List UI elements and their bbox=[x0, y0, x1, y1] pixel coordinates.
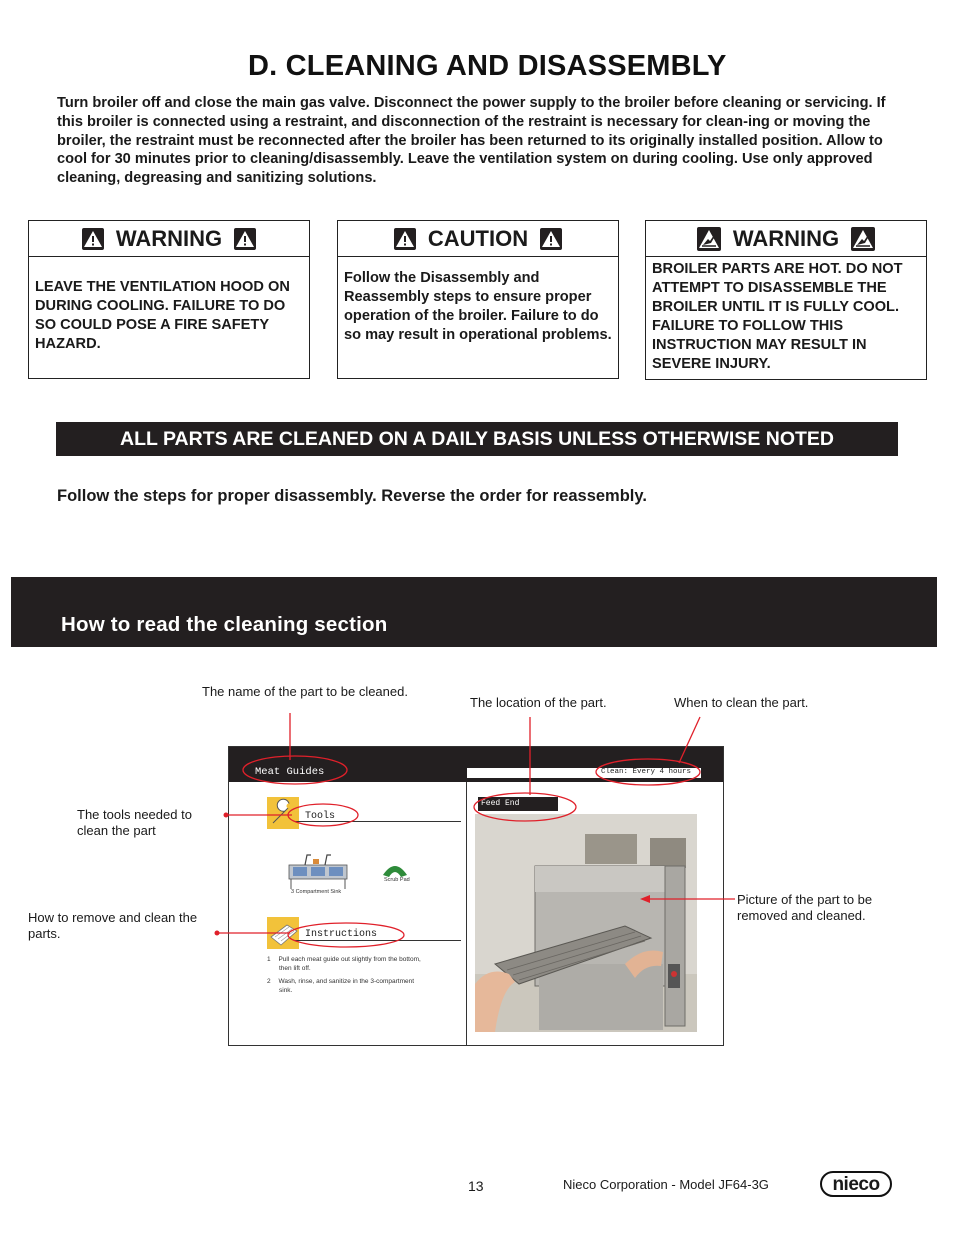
step-number: 2 bbox=[267, 978, 271, 985]
step-text-line1: Pull each meat guide out slightly from the bottom, bbox=[278, 956, 421, 963]
highlight-frequency bbox=[596, 759, 700, 785]
callout-dot-tools bbox=[224, 813, 229, 818]
instructions-label: Instructions bbox=[305, 929, 378, 940]
highlight-tools bbox=[288, 804, 358, 826]
follow-steps-text: Follow the steps for proper disassembly. Reverse the order for reassembly. bbox=[57, 487, 647, 505]
example-part-name: Meat Guides bbox=[255, 766, 325, 778]
callout-arrow-picture bbox=[640, 895, 650, 903]
callout-location: The location of the part. bbox=[470, 695, 607, 710]
nieco-logo-text: nieco bbox=[832, 1173, 880, 1195]
callout-line-when bbox=[679, 717, 700, 763]
callout-tools-line2: clean the part bbox=[77, 823, 156, 838]
step-text-line2: sink. bbox=[279, 987, 293, 994]
nieco-logo bbox=[820, 1171, 892, 1197]
callout-dot-how bbox=[215, 931, 220, 936]
caution-heading: CAUTION bbox=[427, 225, 529, 251]
callout-part-name: The name of the part to be cleaned. bbox=[202, 684, 408, 699]
highlight-part-name bbox=[243, 756, 347, 784]
callout-tools-line1: The tools needed to bbox=[77, 807, 192, 822]
callout-how-line1: How to remove and clean the bbox=[28, 910, 198, 925]
callout-picture-line2: removed and cleaned. bbox=[737, 908, 866, 923]
callout-how-line2: parts. bbox=[28, 926, 61, 941]
highlight-location bbox=[474, 793, 576, 821]
callout-picture-line1: Picture of the part to be bbox=[737, 892, 873, 907]
warning-heading: WARNING bbox=[115, 225, 223, 251]
step-text-line2: then lift off. bbox=[279, 965, 311, 972]
highlight-instructions bbox=[288, 923, 404, 947]
intro-paragraph: Turn broiler off and close the main gas valve. Disconnect the power supply to the broiler before cleaning or servicing. If this broiler is connected using a restraint, and disconnection of the restraint is necessary for clean-ing or moving the broiler, the restraint must be reconnected after the broiler has been returned to its originally installed position. Allow to cool for 30 minutes prior to cleaning/disassembly. Leave the ventilation system on during cooling. Use only approved cleaning, degreasing and sanitizing solutions. bbox=[57, 95, 886, 187]
warning-body: LEAVE THE VENTILATION HOOD ON DURING COOLING. FAILURE TO DO SO COULD POSE A FIRE SAFETY HAZARD. bbox=[35, 279, 290, 352]
step-number: 1 bbox=[267, 956, 271, 963]
daily-cleaning-banner: ALL PARTS ARE CLEANED ON A DAILY BASIS UNLESS OTHERWISE NOTED bbox=[56, 422, 898, 456]
location-text: Feed End bbox=[481, 799, 520, 808]
step-text-line1: Wash, rinse, and sanitize in the 3-compartment bbox=[278, 978, 415, 985]
page-title: D. CLEANING AND DISASSEMBLY bbox=[248, 50, 727, 82]
warning-body: BROILER PARTS ARE HOT. DO NOT ATTEMPT TO DISASSEMBLE THE BROILER UNTIL IT IS FULLY COOL. FAILURE TO FOLLOW THIS INSTRUCTION MAY RESULT IN SEVERE INJURY. bbox=[652, 261, 903, 372]
tools-label: Tools bbox=[305, 811, 336, 822]
page-number: 13 bbox=[468, 1178, 484, 1194]
callout-when: When to clean the part. bbox=[674, 695, 809, 710]
footer-corp-text: Nieco Corporation - Model JF64-3G bbox=[563, 1177, 769, 1192]
tool-sink-label: 3 Compartment Sink bbox=[291, 889, 342, 895]
tool-scrub-pad-label: Scrub Pad bbox=[384, 877, 410, 883]
warning-heading: WARNING bbox=[732, 225, 840, 251]
section-title: How to read the cleaning section bbox=[61, 613, 388, 636]
example-clean-frequency: Clean: Every 4 hours bbox=[601, 768, 692, 776]
caution-body: Follow the Disassembly and Reassembly steps to ensure proper operation of the broiler. Failure to do so may result in operational problems. bbox=[344, 270, 612, 343]
